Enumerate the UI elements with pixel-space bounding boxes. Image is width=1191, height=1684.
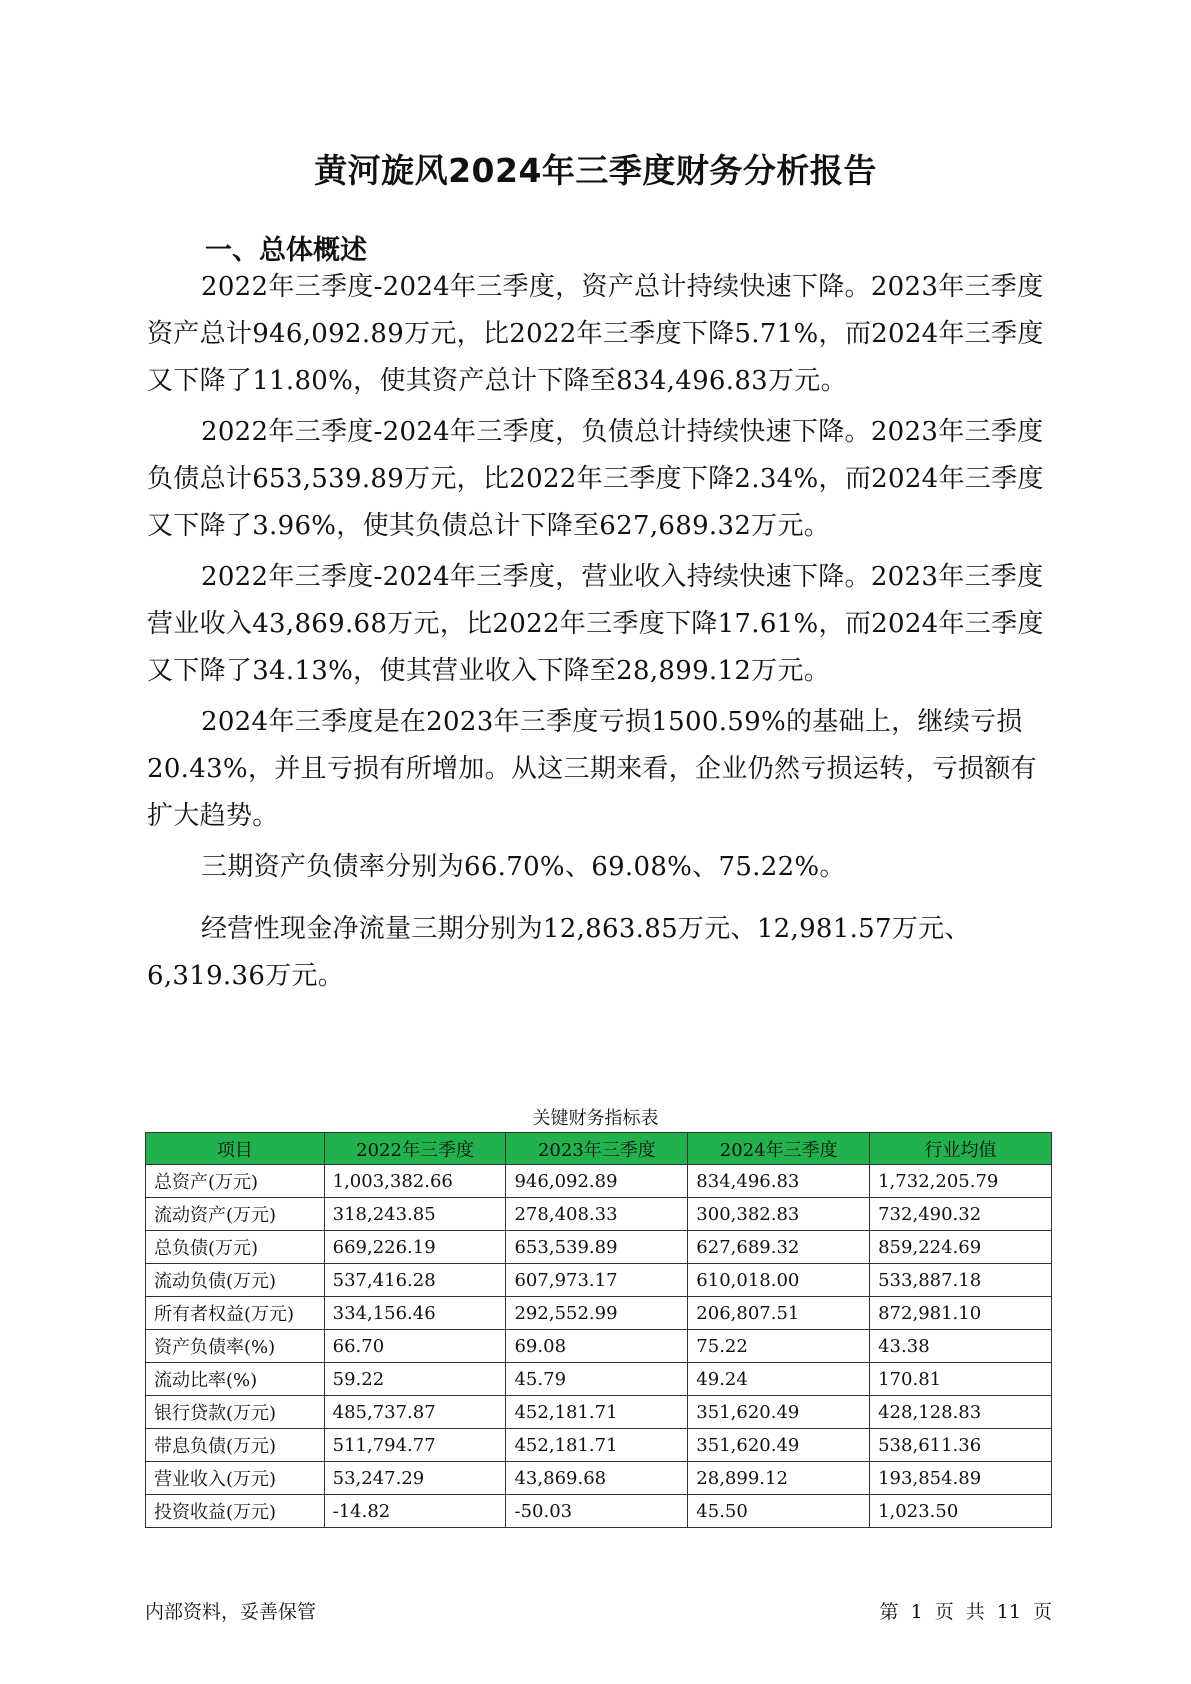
row-label: 流动负债(万元) [146,1264,325,1297]
row-label: 总负债(万元) [146,1231,325,1264]
table-row [146,1297,1052,1330]
table-cell: 49.24 [688,1363,870,1396]
table-cell: -50.03 [506,1495,688,1528]
row-label: 流动资产(万元) [146,1198,325,1231]
table-cell: 278,408.33 [506,1198,688,1231]
paragraph-debt-ratio: 三期资产负债率分别为66.70%、69.08%、75.22%。 [201,852,846,882]
table-caption: 关键财务指标表 [532,1108,659,1129]
report-title: 黄河旋风2024年三季度财务分析报告 [314,151,877,190]
paragraph-liabilities: 2022年三季度-2024年三季度，负债总计持续快速下降。2023年三季度负债总计653,539.89万元，比2022年三季度下降2.34%，而2024年三季度又下降了3.96%，使其负债总计下降至627,689.32万元。 [147,417,1044,541]
header-2022q3: 2022年三季度 [324,1133,506,1165]
table-cell: 43,869.68 [506,1462,688,1495]
table-row [146,1330,1052,1363]
table-cell: 511,794.77 [324,1429,506,1462]
row-label: 营业收入(万元) [146,1462,325,1495]
table-cell: 1,732,205.79 [870,1165,1052,1198]
table-cell: 351,620.49 [688,1429,870,1462]
table-cell: 28,899.12 [688,1462,870,1495]
table-cell: 452,181.71 [506,1429,688,1462]
table-cell: 627,689.32 [688,1231,870,1264]
row-label: 总资产(万元) [146,1165,325,1198]
footer-page-number: 第 1 页 共 11 页 [879,1601,1052,1623]
table-cell: 452,181.71 [506,1396,688,1429]
table-cell: 485,737.87 [324,1396,506,1429]
table-cell: 607,973.17 [506,1264,688,1297]
table-cell: 43.38 [870,1330,1052,1363]
table-cell: 533,887.18 [870,1264,1052,1297]
table-cell: 1,023.50 [870,1495,1052,1528]
paragraph-revenue: 2022年三季度-2024年三季度，营业收入持续快速下降。2023年三季度营业收入43,869.68万元，比2022年三季度下降17.61%，而2024年三季度又下降了34.13%，使其营业收入下降至28,899.12万元。 [147,562,1044,686]
table-cell: 53,247.29 [324,1462,506,1495]
section-heading: 一、总体概述 [205,235,367,266]
table-cell: 300,382.83 [688,1198,870,1231]
paragraph-profit: 2024年三季度是在2023年三季度亏损1500.59%的基础上，继续亏损20.43%，并且亏损有所增加。从这三期来看，企业仍然亏损运转，亏损额有扩大趋势。 [147,707,1037,831]
table-cell: 318,243.85 [324,1198,506,1231]
table-cell: 206,807.51 [688,1297,870,1330]
table-cell: 45.50 [688,1495,870,1528]
table-cell: 292,552.99 [506,1297,688,1330]
table-row [146,1495,1052,1528]
table-cell: 732,490.32 [870,1198,1052,1231]
table-cell: 872,981.10 [870,1297,1052,1330]
table-row [146,1363,1052,1396]
table-header-row [146,1133,1052,1165]
table-row [146,1396,1052,1429]
table-cell: 834,496.83 [688,1165,870,1198]
row-label: 带息负债(万元) [146,1429,325,1462]
table-cell: 193,854.89 [870,1462,1052,1495]
table-cell: 351,620.49 [688,1396,870,1429]
table-cell: 45.79 [506,1363,688,1396]
row-label: 流动比率(%) [146,1363,325,1396]
row-label: 投资收益(万元) [146,1495,325,1528]
table-cell: 859,224.69 [870,1231,1052,1264]
table-row [146,1462,1052,1495]
row-label: 所有者权益(万元) [146,1297,325,1330]
table-row [146,1264,1052,1297]
table-cell: 428,128.83 [870,1396,1052,1429]
table-cell: 59.22 [324,1363,506,1396]
table-row [146,1198,1052,1231]
header-industry-avg: 行业均值 [870,1133,1052,1165]
table-cell: 66.70 [324,1330,506,1363]
table-cell: 946,092.89 [506,1165,688,1198]
key-financial-indicators-table [145,1132,1052,1528]
footer-confidential-note: 内部资料，妥善保管 [145,1601,317,1623]
table-cell: 653,539.89 [506,1231,688,1264]
table-cell: 170.81 [870,1363,1052,1396]
header-item: 项目 [146,1133,325,1165]
row-label: 资产负债率(%) [146,1330,325,1363]
table-row [146,1165,1052,1198]
table-cell: 75.22 [688,1330,870,1363]
table-cell: 538,611.36 [870,1429,1052,1462]
row-label: 银行贷款(万元) [146,1396,325,1429]
header-2023q3: 2023年三季度 [506,1133,688,1165]
table-cell: 610,018.00 [688,1264,870,1297]
table-row [146,1429,1052,1462]
table-cell: 334,156.46 [324,1297,506,1330]
header-2024q3: 2024年三季度 [688,1133,870,1165]
paragraph-assets: 2022年三季度-2024年三季度，资产总计持续快速下降。2023年三季度资产总计946,092.89万元，比2022年三季度下降5.71%，而2024年三季度又下降了11.80%，使其资产总计下降至834,496.83万元。 [147,272,1044,396]
table-cell: -14.82 [324,1495,506,1528]
table-cell: 669,226.19 [324,1231,506,1264]
table-cell: 69.08 [506,1330,688,1363]
table-cell: 537,416.28 [324,1264,506,1297]
paragraph-cash-flow: 经营性现金净流量三期分别为12,863.85万元、12,981.57万元、6,319.36万元。 [147,914,971,991]
table-row [146,1231,1052,1264]
table-cell: 1,003,382.66 [324,1165,506,1198]
